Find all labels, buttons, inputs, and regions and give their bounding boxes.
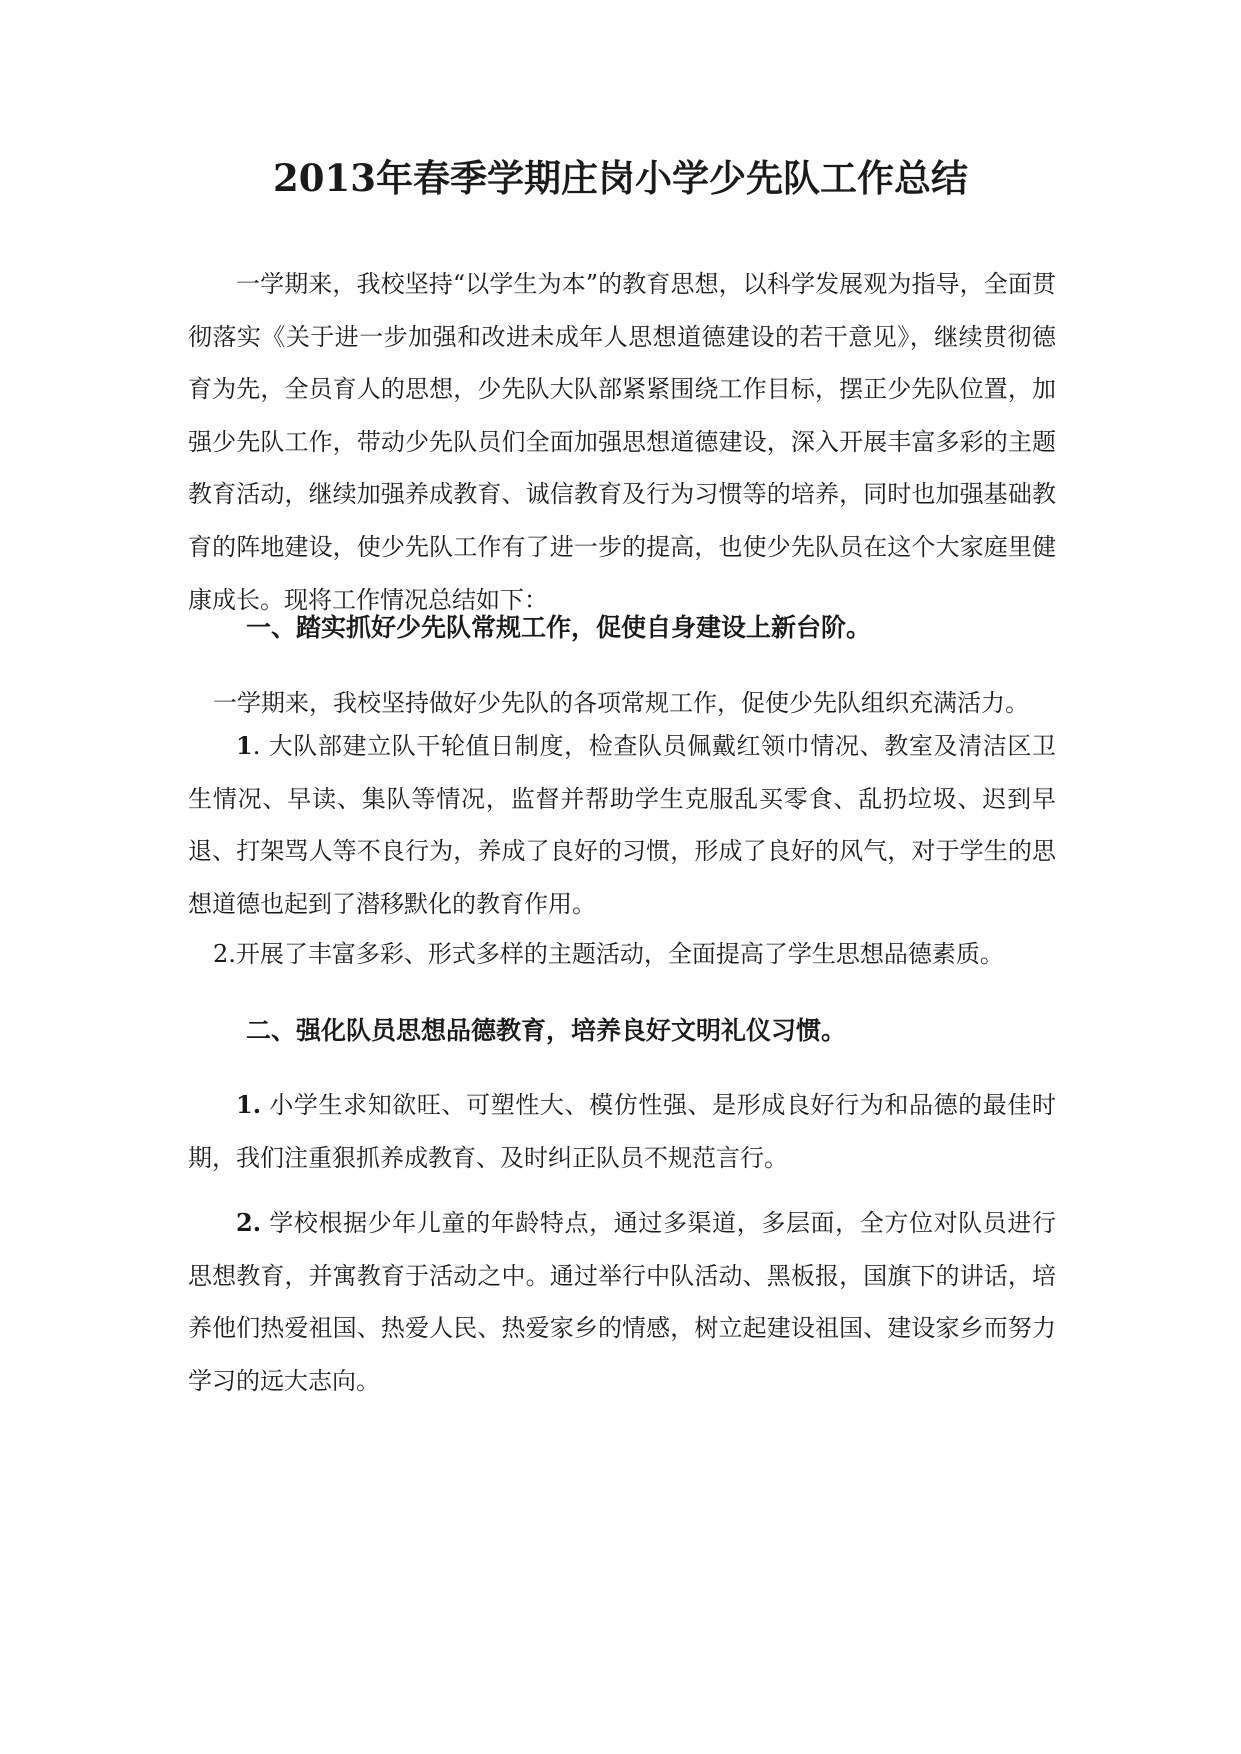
section-1-item-1-number: 1 <box>236 731 253 760</box>
section-2-item-2-text: 学校根据少年儿童的年龄特点，通过多渠道，多层面，全方位对队员进行思想教育，并寓教育于活动之中。通过举行中队活动、黑板报，国旗下的讲话，培养他们热爱祖国、热爱人民、热爱家乡的情感，树立起建设祖国、建设家乡而努力学习的远大志向。 <box>188 1209 1056 1395</box>
section-2-item-1-text: 小学生求知欲旺、可塑性大、模仿性强、是形成良好行为和品德的最佳时期，我们注重狠抓养成教育、及时纠正队员不规范言行。 <box>188 1091 1056 1172</box>
section-2-item-1-number: 1. <box>236 1090 262 1119</box>
section-2-item-2-number: 2. <box>236 1208 262 1237</box>
section-2-item-2 <box>188 1197 1056 1407</box>
section-2-heading: 二、强化队员思想品德教育，培养良好文明礼仪习惯。 <box>246 1016 847 1045</box>
section-1-item-2-text: .开展了丰富多彩、形式多样的主题活动，全面提高了学生思想品德素质。 <box>228 940 1004 968</box>
section-1-item-1 <box>188 720 1056 930</box>
document-title: 2013年春季学期庄岗小学少先队工作总结 <box>273 156 968 200</box>
section-2-item-1 <box>188 1079 1056 1184</box>
section-1-item-2 <box>213 934 1004 974</box>
section-1-lead: 一学期来，我校坚持做好少先队的各项常规工作，促使少先队组织充满活力。 <box>213 689 1029 717</box>
intro-paragraph: 一学期来，我校坚持“以学生为本”的教育思想，以科学发展观为指导，全面贯彻落实《关于进一步加强和改进未成年人思想道德建设的若干意见》，继续贯彻德育为先，全员育人的思想，少先队大队部紧紧围绕工作目标，摆正少先队位置，加强少先队工作，带动少先队员们全面加强思想道德建设，深入开展丰富多彩的主题教育活动，继续加强养成教育、诚信教育及行为习惯等的培养，同时也加强基础教育的阵地建设，使少先队工作有了进一步的提高，也使少先队员在这个大家庭里健康成长。现将工作情况总结如下： <box>188 270 1056 614</box>
section-1-item-1-text: . 大队部建立队干轮值日制度，检查队员佩戴红领巾情况、教室及清洁区卫生情况、早读、集队等情况，监督并帮助学生克服乱买零食、乱扔垃圾、迟到早退、打架骂人等不良行为，养成了良好的习惯，形成了良好的风气，对于学生的思想道德也起到了潜移默化的教育作用。 <box>188 732 1056 918</box>
section-1-item-2-number: 2 <box>213 940 229 968</box>
section-1-heading: 一、踏实抓好少先队常规工作，促使自身建设上新台阶。 <box>246 613 872 642</box>
